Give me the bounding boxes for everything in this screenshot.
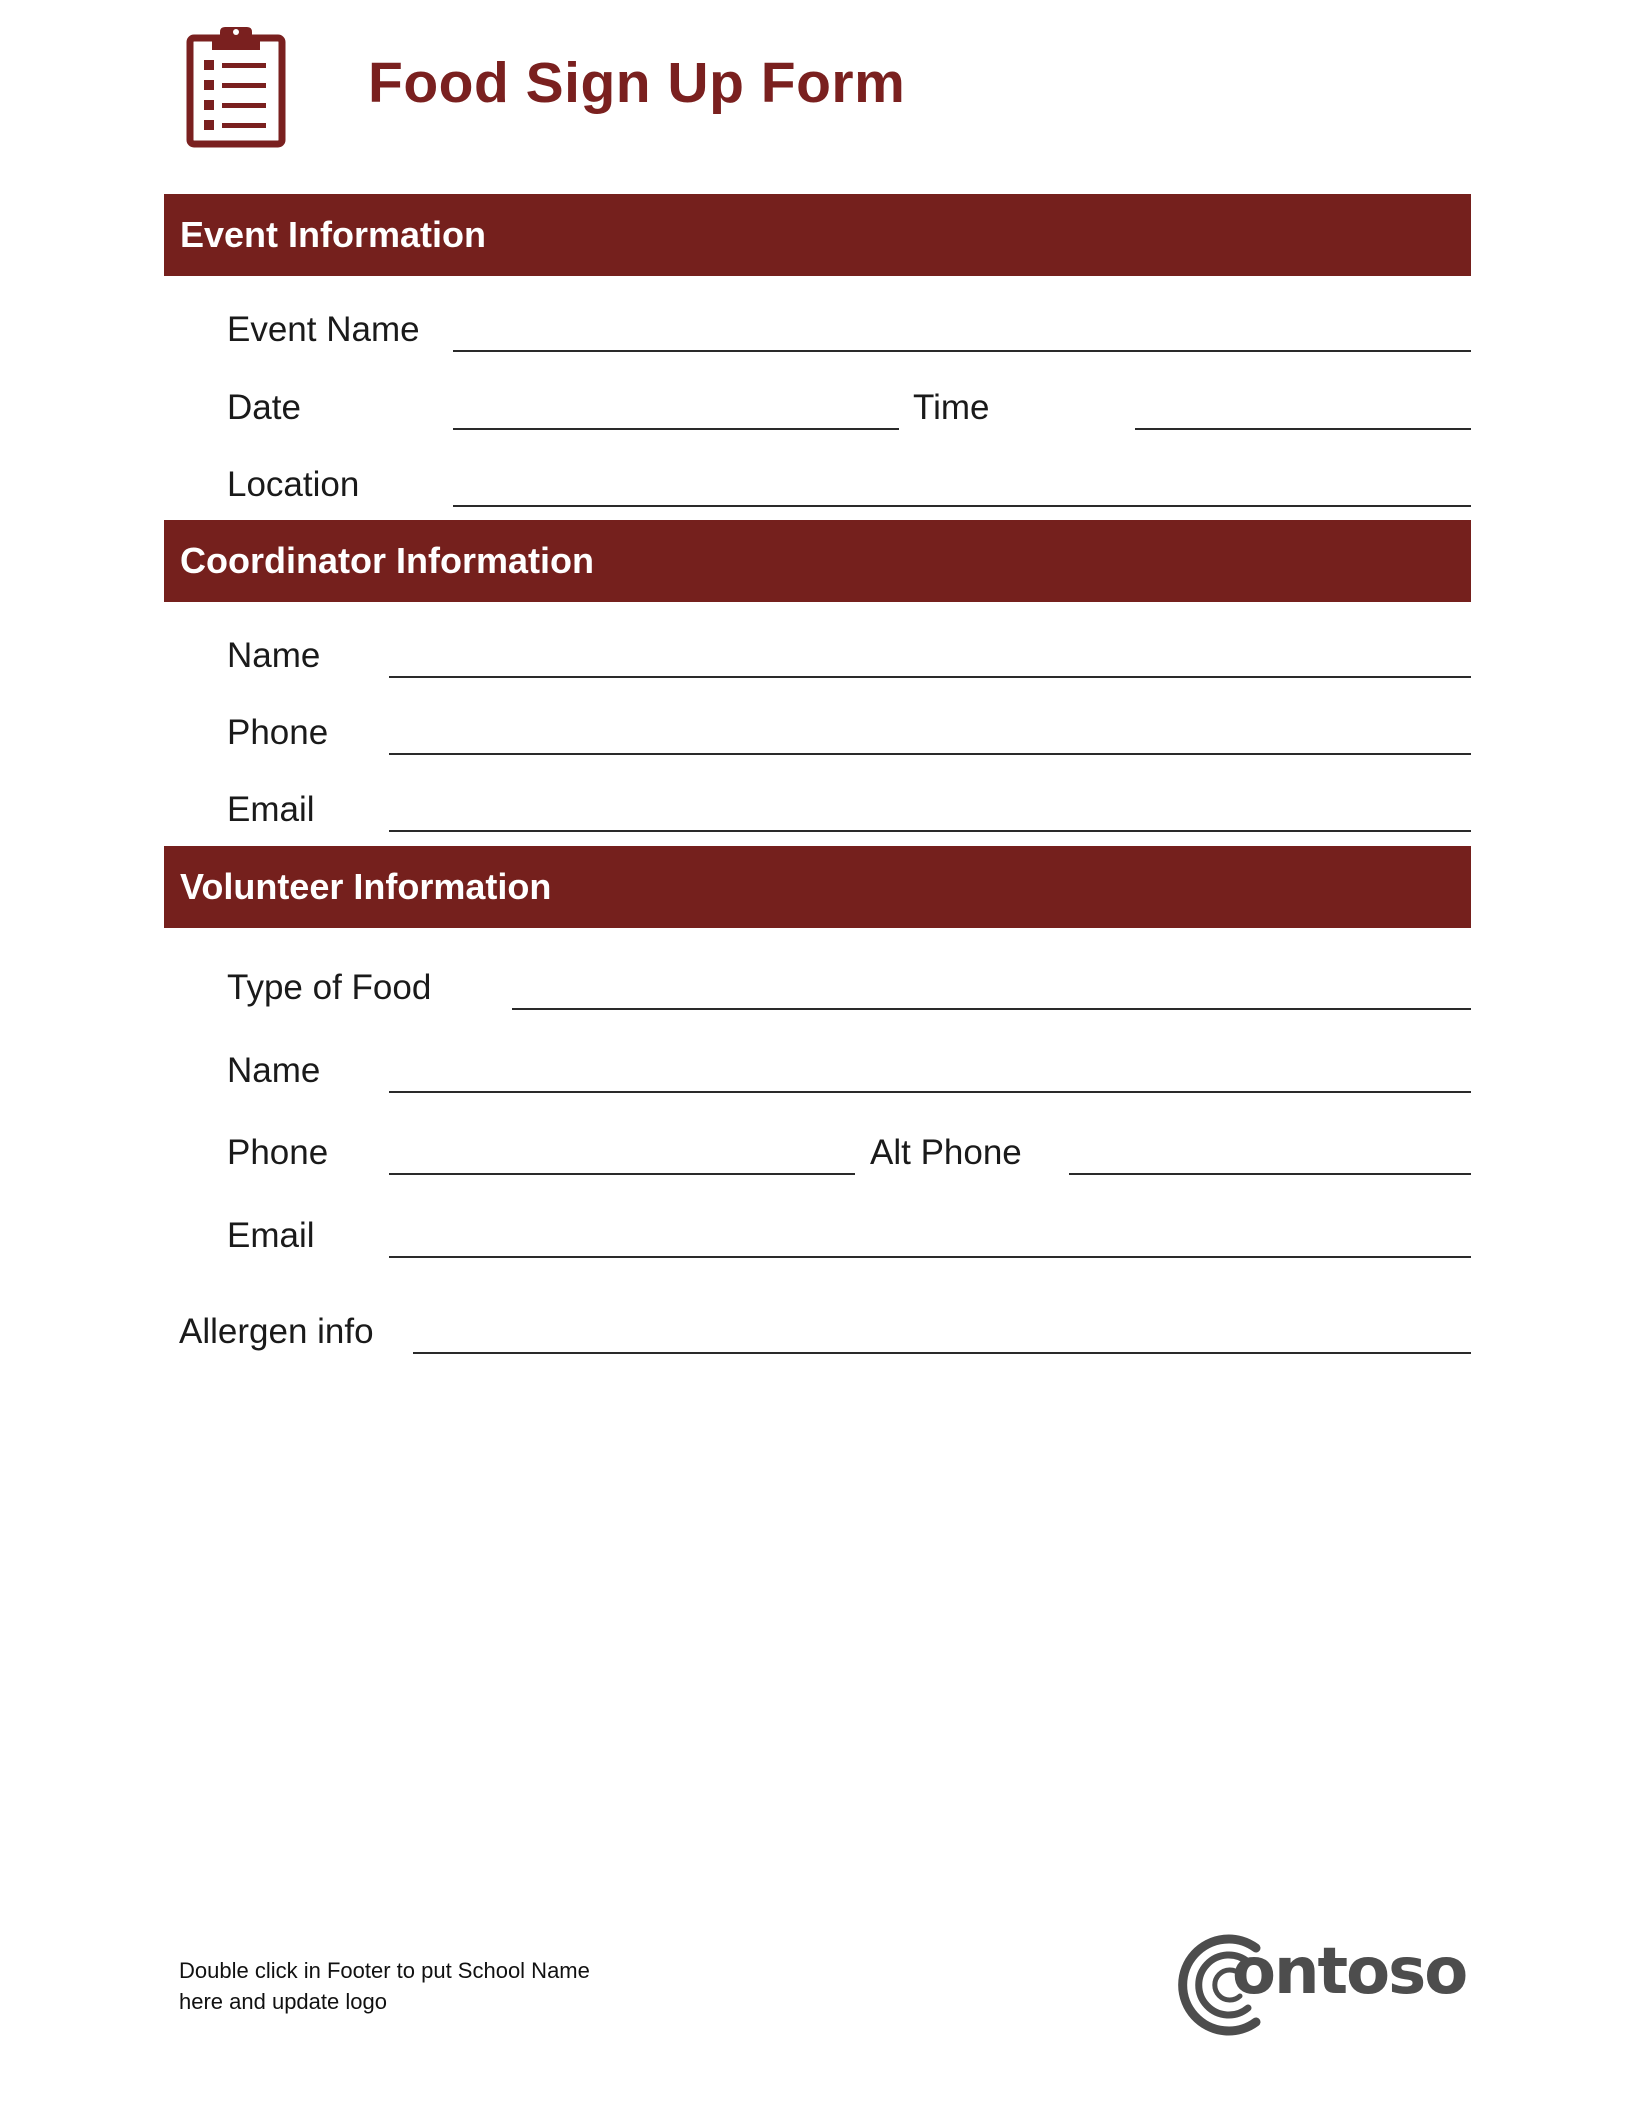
type-of-food-field[interactable] bbox=[512, 1008, 1471, 1010]
volunteer-phone-label: Phone bbox=[227, 1133, 329, 1172]
coordinator-phone-label: Phone bbox=[227, 713, 329, 752]
location-field[interactable] bbox=[453, 505, 1471, 507]
allergen-info-label: Allergen info bbox=[179, 1312, 374, 1351]
type-of-food-label: Type of Food bbox=[227, 968, 432, 1007]
footer-note-line2: here and update logo bbox=[179, 1989, 387, 2014]
volunteer-phone-field[interactable] bbox=[389, 1173, 855, 1175]
footer-note bbox=[179, 1955, 699, 2017]
time-field[interactable] bbox=[1135, 428, 1471, 430]
section-heading-event: Event Information bbox=[164, 194, 1471, 276]
volunteer-email-label: Email bbox=[227, 1216, 315, 1255]
event-name-field[interactable] bbox=[453, 350, 1471, 352]
alt-phone-field[interactable] bbox=[1069, 1173, 1471, 1175]
event-name-label: Event Name bbox=[227, 310, 420, 349]
alt-phone-label: Alt Phone bbox=[870, 1133, 1022, 1172]
allergen-info-field[interactable] bbox=[413, 1352, 1471, 1354]
page-title: Food Sign Up Form bbox=[368, 51, 906, 115]
contoso-logo-text: ontoso bbox=[1232, 1935, 1467, 2009]
location-label: Location bbox=[227, 465, 360, 504]
section-heading-volunteer: Volunteer Information bbox=[164, 846, 1471, 928]
clipboard-list-icon bbox=[186, 24, 286, 148]
coordinator-name-label: Name bbox=[227, 636, 321, 675]
coordinator-name-field[interactable] bbox=[389, 676, 1471, 678]
coordinator-email-label: Email bbox=[227, 790, 315, 829]
coordinator-phone-field[interactable] bbox=[389, 753, 1471, 755]
section-heading-coordinator: Coordinator Information bbox=[164, 520, 1471, 602]
coordinator-email-field[interactable] bbox=[389, 830, 1471, 832]
volunteer-name-label: Name bbox=[227, 1051, 321, 1090]
volunteer-name-field[interactable] bbox=[389, 1091, 1471, 1093]
date-field[interactable] bbox=[453, 428, 899, 430]
volunteer-email-field[interactable] bbox=[389, 1256, 1471, 1258]
contoso-logo bbox=[1178, 1930, 1478, 2040]
time-label: Time bbox=[913, 388, 990, 427]
date-label: Date bbox=[227, 388, 301, 427]
footer-note-line1: Double click in Footer to put School Name bbox=[179, 1958, 590, 1983]
